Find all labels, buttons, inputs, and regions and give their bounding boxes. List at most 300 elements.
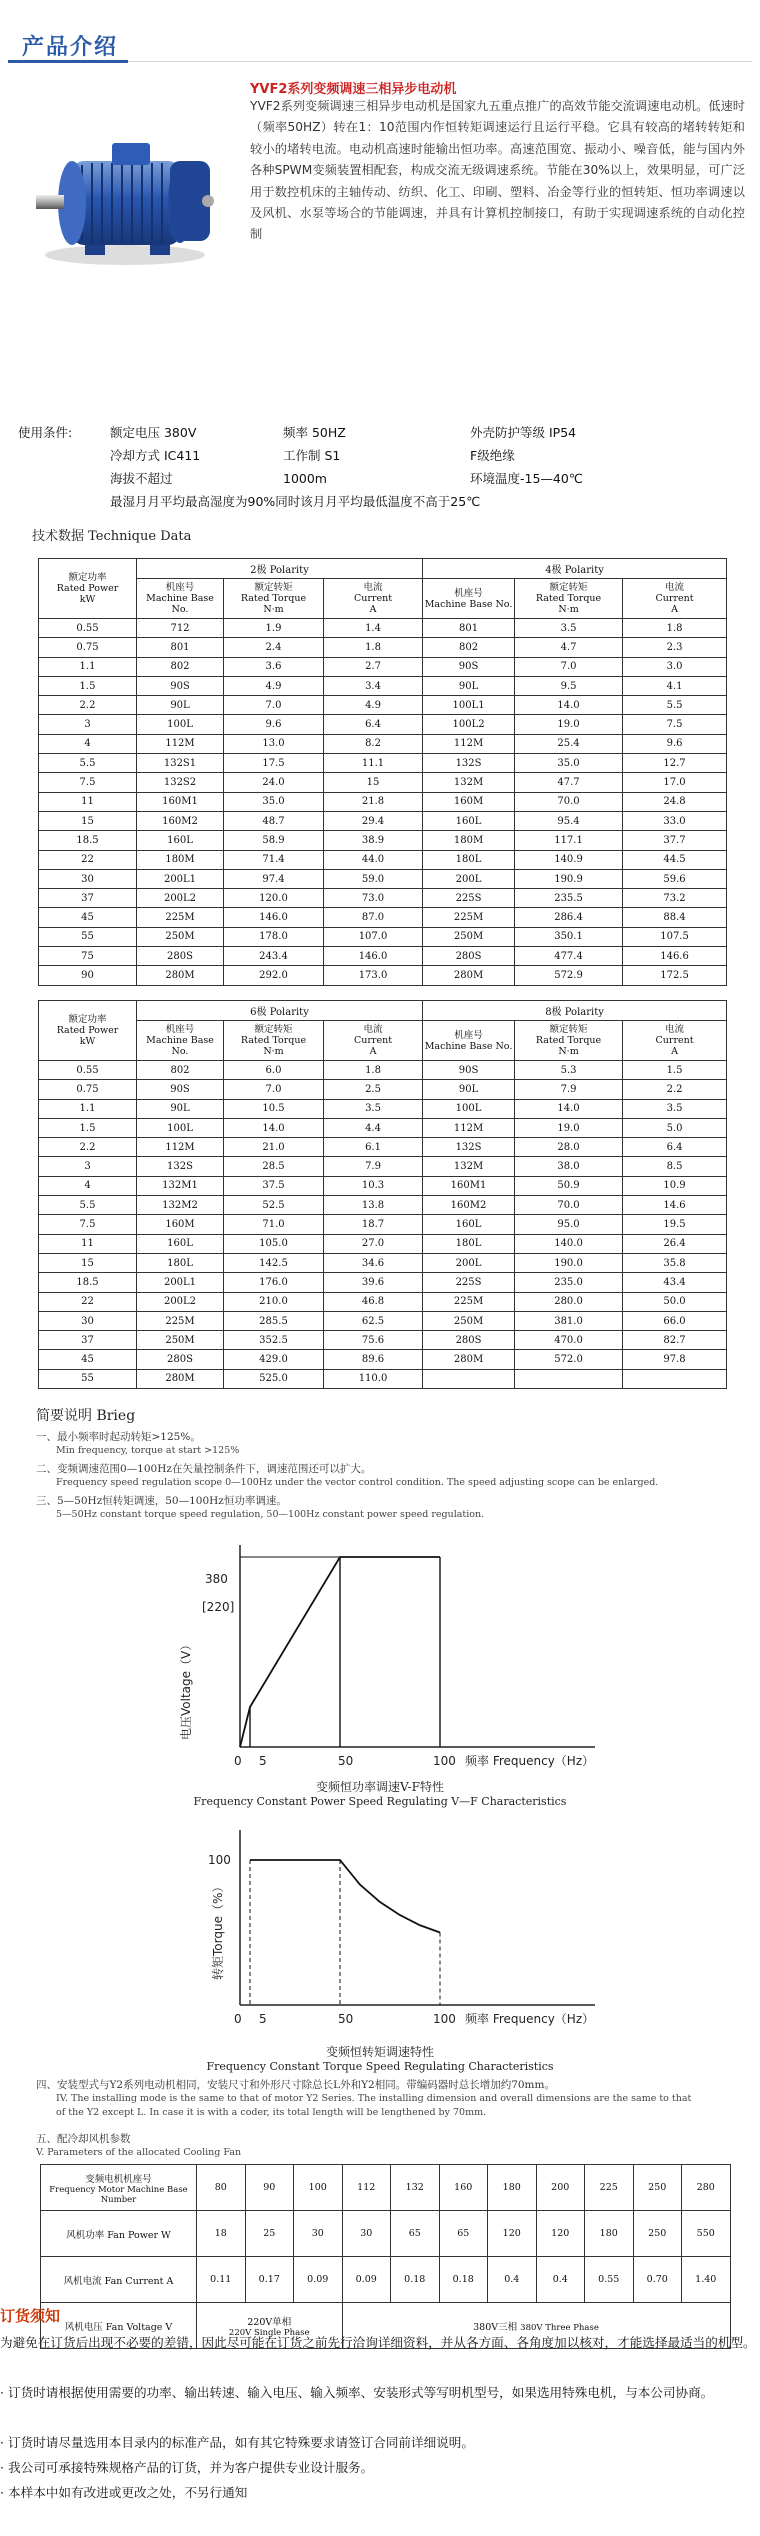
y-tick-380: 380: [205, 1572, 228, 1586]
table-cell: 21.0: [224, 1138, 324, 1157]
table-row: [39, 908, 727, 927]
table-cell: 176.0: [224, 1273, 324, 1292]
order-item-1: · 订货时请根据使用需要的功率、输出转速、输入电压、输入频率、安装形式等写明机型号，如果选用特殊电机，与本公司协商。: [0, 2385, 714, 2400]
table-cell: 178.0: [224, 927, 324, 946]
table-cell: 7.0: [224, 1080, 324, 1099]
table-cell: 160L: [423, 1215, 515, 1234]
note-4-cn: 四、安装型式与Y2系列电动机相同，安装尺寸和外形尺寸除总长L外和Y2相同。带编码器时总长增加约70mm。: [36, 2079, 555, 2091]
table-cell: 7.0: [515, 657, 623, 676]
note-1: 一、最小频率时起动转矩>125%。: [36, 1431, 201, 1443]
table-row: [39, 1080, 727, 1099]
table-cell: 250M: [137, 1331, 224, 1350]
x-axis-label: 频率 Frequency（Hz）: [465, 1754, 595, 1768]
table-cell: 50.9: [515, 1176, 623, 1195]
table-row: [39, 1176, 727, 1195]
table-cell: 7.5: [39, 1215, 137, 1234]
vf-caption-cn: 变频恒功率调速V-F特性: [316, 1780, 444, 1794]
table-cell: 180L: [423, 1234, 515, 1253]
table-cell: 11: [39, 792, 137, 811]
table-cell: 525.0: [224, 1369, 324, 1388]
fan-current-cell: 0.09: [294, 2257, 343, 2303]
table-cell: 90L: [137, 696, 224, 715]
tech-table-2-4-pole: [38, 558, 727, 986]
fan-voltage-single: 220V单相 220V Single Phase: [197, 2303, 343, 2349]
table-cell: 8.5: [623, 1157, 727, 1176]
table-cell: 280M: [423, 966, 515, 985]
fan-power-cell: 120: [536, 2211, 585, 2257]
table-cell: 140.0: [515, 1234, 623, 1253]
table-cell: 70.0: [515, 792, 623, 811]
fan-base-cell: 80: [197, 2165, 246, 2211]
table-row: [39, 1196, 727, 1215]
table-cell: 37: [39, 889, 137, 908]
table-cell: 73.2: [623, 889, 727, 908]
col-torque-header: 额定转矩 Rated Torque N·m: [224, 1021, 324, 1061]
fan-base-cell: 200: [536, 2165, 585, 2211]
table-cell: 58.9: [224, 831, 324, 850]
note-3: 三、5—50Hz恒转矩调速，50—100Hz恒功率调速。: [36, 1495, 287, 1507]
table-cell: 1.1: [39, 1099, 137, 1118]
table-cell: 1.5: [39, 676, 137, 695]
fan-power-cell: 18: [197, 2211, 246, 2257]
table-cell: 4.1: [623, 676, 727, 695]
cond-protection: 外壳防护等级 IP54: [470, 425, 577, 440]
table-cell: 7.0: [224, 696, 324, 715]
table-cell: 160L: [137, 1234, 224, 1253]
table-cell: 172.5: [623, 966, 727, 985]
table-cell: 160M1: [137, 792, 224, 811]
table-row: [39, 1234, 727, 1253]
fan-base-cell: 280: [682, 2165, 731, 2211]
note-4: [36, 2078, 696, 2120]
table-cell: 2.5: [324, 1080, 423, 1099]
table-cell: 9.6: [623, 734, 727, 753]
x-tick-0: 0: [234, 1754, 242, 1768]
table-cell: 62.5: [324, 1311, 423, 1330]
cond-frequency: 频率 50HZ: [283, 425, 346, 440]
table-cell: 75.6: [324, 1331, 423, 1350]
col-current-header: 电流 Current A: [623, 579, 727, 619]
col-base-header: 机座号 Machine Base No.: [423, 1021, 515, 1061]
fan-power-cell: 30: [342, 2211, 391, 2257]
fan-current-cell: 0.70: [633, 2257, 682, 2303]
conditions-label: 使用条件:: [18, 425, 73, 440]
table-cell: 160L: [137, 831, 224, 850]
table-cell: 225S: [423, 1273, 515, 1292]
table-row: [39, 889, 727, 908]
table-cell: 292.0: [224, 966, 324, 985]
fan-base-cell: 180: [488, 2165, 537, 2211]
table-cell: 100L: [137, 1118, 224, 1137]
table-cell: 0.75: [39, 638, 137, 657]
table-cell: 235.5: [515, 889, 623, 908]
table-cell: 3.5: [623, 1099, 727, 1118]
table-row: [39, 1273, 727, 1292]
table-cell: 802: [423, 638, 515, 657]
table-cell: 28.5: [224, 1157, 324, 1176]
table-cell: 105.0: [224, 1234, 324, 1253]
order-item-2: · 订货时请尽量选用本目录内的标准产品，如有其它特殊要求请签订合同前详细说明。: [0, 2435, 474, 2450]
table-cell: 3.0: [623, 657, 727, 676]
col-current-header: 电流 Current A: [623, 1021, 727, 1061]
table-cell: 429.0: [224, 1350, 324, 1369]
table-cell: 90S: [137, 676, 224, 695]
table-cell: 280S: [423, 1331, 515, 1350]
table-cell: 280S: [137, 947, 224, 966]
table-cell: 801: [423, 619, 515, 638]
table-cell: 1.8: [324, 638, 423, 657]
table-cell: 200L1: [137, 869, 224, 888]
table-cell: 4: [39, 734, 137, 753]
table-cell: 225M: [137, 908, 224, 927]
table-cell: 25.4: [515, 734, 623, 753]
table-row: [39, 754, 727, 773]
table-cell: 48.7: [224, 811, 324, 830]
table-cell: 6.0: [224, 1061, 324, 1080]
table-cell: 132S1: [137, 754, 224, 773]
col-base-header: 机座号 Machine Base No.: [423, 579, 515, 619]
note-2: 二、变频调速范围0—100Hz在矢量控制条件下，调速范围还可以扩大。: [36, 1463, 372, 1475]
table-cell: 6.4: [623, 1138, 727, 1157]
torque-caption: [0, 2043, 760, 2073]
table-cell: 132M: [423, 773, 515, 792]
cond-altitude-label: 海拔不超过: [110, 471, 173, 486]
fan-title-cn: 五、配冷却风机参数: [36, 2133, 131, 2145]
table-cell: 117.1: [515, 831, 623, 850]
table-cell: 160M: [137, 1215, 224, 1234]
fan-power-cell: 180: [585, 2211, 634, 2257]
table-cell: 120.0: [224, 889, 324, 908]
table-cell: 29.4: [324, 811, 423, 830]
table-cell: 5.5: [39, 754, 137, 773]
fan-power-cell: 65: [391, 2211, 440, 2257]
table-cell: 55: [39, 927, 137, 946]
fan-power-cell: 30: [294, 2211, 343, 2257]
table-cell: 243.4: [224, 947, 324, 966]
table-row: [39, 1311, 727, 1330]
table-cell: 9.5: [515, 676, 623, 695]
table-cell: 160M1: [423, 1176, 515, 1195]
fan-current-cell: 0.55: [585, 2257, 634, 2303]
table-cell: 38.0: [515, 1157, 623, 1176]
table-cell: 45: [39, 908, 137, 927]
table-cell: 24.0: [224, 773, 324, 792]
table-cell: 8.2: [324, 734, 423, 753]
title-underline: [8, 60, 128, 63]
table-cell: 19.0: [515, 715, 623, 734]
table-cell: 0.55: [39, 619, 137, 638]
col-power-header: 额定功率 Rated Power kW: [39, 559, 137, 619]
torque-characteristic-chart: [170, 1820, 610, 2040]
table-row: [39, 715, 727, 734]
table-cell: 3: [39, 1157, 137, 1176]
table-cell: 10.3: [324, 1176, 423, 1195]
table-cell: 160M2: [137, 811, 224, 830]
table-cell: 100L2: [423, 715, 515, 734]
cond-insulation: F级绝缘: [470, 448, 515, 463]
fan-current-cell: 0.4: [536, 2257, 585, 2303]
table-cell: 280M: [137, 1369, 224, 1388]
table-cell: 802: [137, 1061, 224, 1080]
table-cell: 19.5: [623, 1215, 727, 1234]
table-row: [39, 1369, 727, 1388]
table-cell: 37.5: [224, 1176, 324, 1195]
table-cell: 4: [39, 1176, 137, 1195]
col-base-header: 机座号 Machine Base No.: [137, 579, 224, 619]
table-cell: 1.8: [324, 1061, 423, 1080]
table-cell: 14.0: [224, 1118, 324, 1137]
table-cell: 4.4: [324, 1118, 423, 1137]
table-cell: 90L: [137, 1099, 224, 1118]
table-cell: 572.0: [515, 1350, 623, 1369]
table-cell: 3.4: [324, 676, 423, 695]
table-cell: 132S: [137, 1157, 224, 1176]
fan-base-cell: 225: [585, 2165, 634, 2211]
note-2-en: Frequency speed regulation scope 0—100Hz under the vector control condition. The speed adjusting scope can be enlarged.: [56, 1477, 659, 1488]
table-cell: 132S: [423, 754, 515, 773]
table-cell: 18.5: [39, 1273, 137, 1292]
table-cell: 73.0: [324, 889, 423, 908]
section-title: 产品介绍: [22, 35, 119, 60]
table-cell: 4.7: [515, 638, 623, 657]
table-cell: 146.0: [224, 908, 324, 927]
table-cell: 37: [39, 1331, 137, 1350]
col-base-header: 机座号 Machine Base No.: [137, 1021, 224, 1061]
table-cell: 225S: [423, 889, 515, 908]
table-cell: 52.5: [224, 1196, 324, 1215]
table-cell: 14.0: [515, 1099, 623, 1118]
table-cell: 11.1: [324, 754, 423, 773]
cond-humidity: 最湿月月平均最高湿度为90%同时该月月平均最低温度不高于25℃: [110, 494, 481, 509]
table-cell: 3.5: [515, 619, 623, 638]
table-cell: 250M: [423, 1311, 515, 1330]
table-cell: 180M: [423, 831, 515, 850]
table-cell: 112M: [423, 734, 515, 753]
table-cell: 100L1: [423, 696, 515, 715]
table-cell: [515, 1369, 623, 1388]
table-cell: 180L: [423, 850, 515, 869]
table-cell: 90: [39, 966, 137, 985]
fan-power-cell: 25: [245, 2211, 294, 2257]
table-cell: 280M: [423, 1350, 515, 1369]
table-cell: 22: [39, 850, 137, 869]
torque-caption-cn: 变频恒转矩调速特性: [325, 2045, 434, 2059]
table-cell: 17.0: [623, 773, 727, 792]
table-cell: 107.5: [623, 927, 727, 946]
col-current-header: 电流 Current A: [324, 1021, 423, 1061]
table-cell: 112M: [137, 1138, 224, 1157]
table-cell: 146.6: [623, 947, 727, 966]
table-cell: 17.5: [224, 754, 324, 773]
table-cell: 100L: [423, 1099, 515, 1118]
fan-base-cell: 132: [391, 2165, 440, 2211]
table-cell: 14.0: [515, 696, 623, 715]
section-header: [8, 18, 752, 62]
col-torque-header: 额定转矩 Rated Torque N·m: [515, 1021, 623, 1061]
fan-current-label: 风机电流 Fan Current A: [41, 2257, 197, 2303]
table-cell: 2.2: [39, 696, 137, 715]
table-cell: 146.0: [324, 947, 423, 966]
col-power-header: 额定功率 Rated Power kW: [39, 1001, 137, 1061]
fan-header-cell: 变频电机机座号 Frequency Motor Machine Base Number: [41, 2165, 197, 2211]
table-cell: 250M: [137, 927, 224, 946]
table-row: [39, 734, 727, 753]
note-4-en: IV. The installing mode is the same to that of motor Y2 Series. The installing dimension and overall dimensions are the same to that of the Y2 except L. In case it is with a coder, its total length will be lengthened by 70mm.: [56, 2093, 692, 2118]
table-cell: 55: [39, 1369, 137, 1388]
table-cell: 24.8: [623, 792, 727, 811]
table-cell: 572.9: [515, 966, 623, 985]
table-cell: 5.5: [623, 696, 727, 715]
y-axis-label: 转矩Torque（%）: [211, 1880, 225, 1980]
table-row: [39, 811, 727, 830]
table-row: [39, 1215, 727, 1234]
table-row: [39, 966, 727, 985]
notes-title: 简要说明 Brieg: [36, 1408, 136, 1424]
table-row: [39, 696, 727, 715]
table-cell: 0.55: [39, 1061, 137, 1080]
pole2-header: 2极 Polarity: [137, 559, 423, 579]
table-cell: 173.0: [324, 966, 423, 985]
table-cell: 5.0: [623, 1118, 727, 1137]
torque-caption-en: Frequency Constant Torque Speed Regulating Characteristics: [206, 2060, 554, 2073]
table-cell: 235.0: [515, 1273, 623, 1292]
x-axis-label: 频率 Frequency（Hz）: [465, 2012, 595, 2026]
table-cell: 27.0: [324, 1234, 423, 1253]
fan-current-cell: 0.11: [197, 2257, 246, 2303]
fan-current-cell: 1.40: [682, 2257, 731, 2303]
fan-voltage-three: 380V三相 380V Three Phase: [342, 2303, 730, 2349]
y-tick-100: 100: [208, 1853, 231, 1867]
table-cell: 11: [39, 1234, 137, 1253]
table-cell: 2.2: [623, 1080, 727, 1099]
col-torque-header: 额定转矩 Rated Torque N·m: [224, 579, 324, 619]
table-row: [39, 1253, 727, 1272]
table-cell: 95.0: [515, 1215, 623, 1234]
table-cell: 112M: [137, 734, 224, 753]
table-cell: 90L: [423, 1080, 515, 1099]
table-cell: 22: [39, 1292, 137, 1311]
x-tick-50: 50: [338, 1754, 354, 1768]
table-cell: 280.0: [515, 1292, 623, 1311]
table-cell: 90S: [423, 1061, 515, 1080]
table-cell: 160M2: [423, 1196, 515, 1215]
table-cell: 100L: [137, 715, 224, 734]
fan-base-cell: 112: [342, 2165, 391, 2211]
notes-list: [36, 1430, 726, 1522]
table-cell: 30: [39, 1311, 137, 1330]
table-cell: 44.0: [324, 850, 423, 869]
table-cell: 132M1: [137, 1176, 224, 1195]
table-cell: 10.9: [623, 1176, 727, 1195]
table-cell: 350.1: [515, 927, 623, 946]
table-row: [39, 792, 727, 811]
order-item-3: · 我公司可承接特殊规格产品的订货，并为客户提供专业设计服务。: [0, 2460, 374, 2475]
table-cell: 2.2: [39, 1138, 137, 1157]
table-cell: 225M: [137, 1311, 224, 1330]
table-row: [39, 927, 727, 946]
table-cell: 280M: [137, 966, 224, 985]
table-cell: 37.7: [623, 831, 727, 850]
table-cell: 2.7: [324, 657, 423, 676]
fan-base-cell: 90: [245, 2165, 294, 2211]
table-cell: 352.5: [224, 1331, 324, 1350]
table-cell: 1.1: [39, 657, 137, 676]
table-cell: 200L: [423, 1253, 515, 1272]
x-tick-50: 50: [338, 2012, 354, 2026]
table-row: [39, 657, 727, 676]
table-cell: 82.7: [623, 1331, 727, 1350]
x-tick-0: 0: [234, 2012, 242, 2026]
table-cell: 190.9: [515, 869, 623, 888]
table-cell: 142.5: [224, 1253, 324, 1272]
table-cell: 132M2: [137, 1196, 224, 1215]
cond-cooling: 冷却方式 IC411: [110, 448, 201, 463]
table-cell: 132S2: [137, 773, 224, 792]
table-cell: 160L: [423, 811, 515, 830]
table-row: [39, 1331, 727, 1350]
table-cell: 250M: [423, 927, 515, 946]
table-cell: 160M: [423, 792, 515, 811]
table-row: [39, 638, 727, 657]
table-cell: 6.4: [324, 715, 423, 734]
note-3-en: 5—50Hz constant torque speed regulation, 50—100Hz constant power speed regulation.: [56, 1509, 485, 1520]
table-row: [39, 676, 727, 695]
table-cell: 110.0: [324, 1369, 423, 1388]
table-cell: 3.5: [324, 1099, 423, 1118]
fan-power-cell: 120: [488, 2211, 537, 2257]
table-cell: 59.0: [324, 869, 423, 888]
table-cell: 200L: [423, 869, 515, 888]
table-cell: 10.5: [224, 1099, 324, 1118]
fan-voltage-label: 风机电压 Fan Voltage V: [41, 2303, 197, 2349]
table-cell: 15: [39, 1253, 137, 1272]
cond-temperature: 环境温度-15—40℃: [470, 471, 583, 486]
x-tick-5: 5: [259, 1754, 267, 1768]
note-1-en: Min frequency, torque at start >125%: [56, 1445, 240, 1456]
table-cell: 71.0: [224, 1215, 324, 1234]
table-cell: 4.9: [324, 696, 423, 715]
tech-table-6-8-pole: [38, 1000, 727, 1389]
table-cell: 7.9: [324, 1157, 423, 1176]
table-cell: 7.5: [39, 773, 137, 792]
table-cell: 2.4: [224, 638, 324, 657]
table-cell: 35.0: [224, 792, 324, 811]
table-cell: [623, 1369, 727, 1388]
product-intro: YVF2系列变频调速三相异步电动机是国家九五重点推广的高效节能交流调速电动机。低速时（频率50HZ）转在1：10范围内作恒转矩调速运行且运行平稳。它具有较高的堵转转矩和较小的堵转电流。电动机高速时能输出恒功率。高速范围宽、振动小、噪音低，能与国内外各种SPWM变频装置相配套，构成交流无级调速系统。节能在30%以上，效果明显，可广泛用于数控机床的主轴传动、纺织、化工、印刷、塑料、冶金等行业的恒转矩、恒功率调速以及风机、水泵等场合的节能调速，并具有计算机控制接口，有助于实现调速系统的自动化控制: [250, 99, 745, 242]
table-cell: 470.0: [515, 1331, 623, 1350]
table-cell: 1.9: [224, 619, 324, 638]
pole4-header: 4极 Polarity: [423, 559, 727, 579]
vf-caption-en: Frequency Constant Power Speed Regulating V—F Characteristics: [193, 1795, 567, 1808]
table-row: [39, 1138, 727, 1157]
table-cell: 712: [137, 619, 224, 638]
cond-altitude: 1000m: [283, 471, 327, 486]
table-row: [39, 850, 727, 869]
pole8-header: 8极 Polarity: [423, 1001, 727, 1021]
table-cell: 19.0: [515, 1118, 623, 1137]
table-cell: 90S: [423, 657, 515, 676]
table-cell: 3: [39, 715, 137, 734]
table-cell: 18.5: [39, 831, 137, 850]
fan-current-cell: 0.18: [439, 2257, 488, 2303]
table-cell: 50.0: [623, 1292, 727, 1311]
table-cell: 39.6: [324, 1273, 423, 1292]
table-cell: 35.0: [515, 754, 623, 773]
table-cell: 210.0: [224, 1292, 324, 1311]
table-cell: 71.4: [224, 850, 324, 869]
fan-base-cell: 160: [439, 2165, 488, 2211]
table-row: [39, 1350, 727, 1369]
